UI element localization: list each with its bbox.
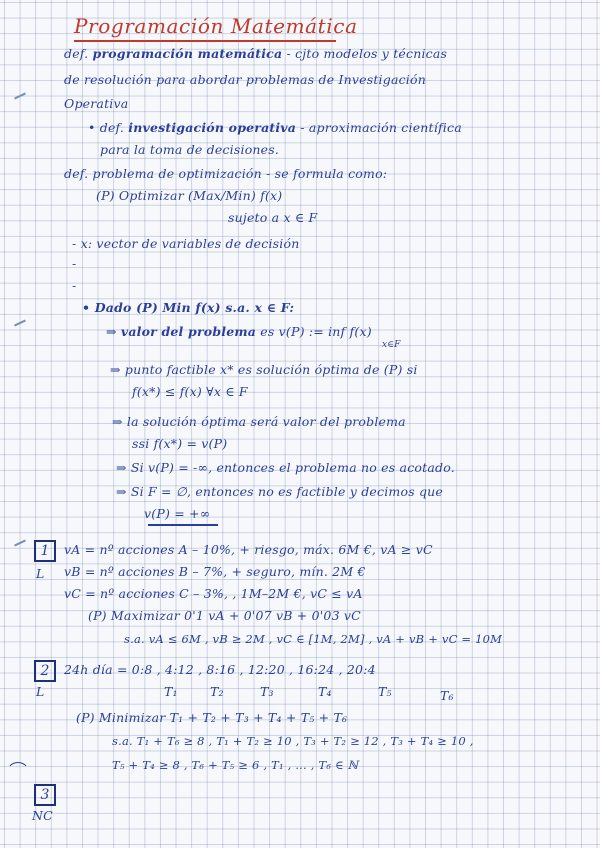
exercise-row: vB = nº acciones B – 7%, + seguro, mín. 2M € bbox=[64, 564, 366, 579]
page-title: Programación Matemática bbox=[74, 14, 358, 38]
schedule-line: 24h día = 0:8 , 4:12 , 8:16 , 12:20 , 16:24 , 20:4 bbox=[64, 662, 376, 677]
exercise-objective: (P) Maximizar 0'1 vA + 0'07 vB + 0'03 vC bbox=[88, 608, 361, 623]
bullet-line: ⇒ Si F = ∅, entonces no es factible y decimos que bbox=[116, 484, 444, 499]
value-term: valor del problema bbox=[120, 324, 257, 339]
shift-label: T₂ bbox=[210, 684, 224, 699]
bullet-line: ⇒ la solución óptima será valor del problema bbox=[112, 414, 406, 429]
exercise-constraints: s.a. vA ≤ 6M , vB ≥ 2M , vC ∈ [1M, 2M] , vA + vB + vC = 10M bbox=[124, 632, 503, 646]
bullet-line: ssi f(x*) = v(P) bbox=[132, 436, 228, 451]
exercise-constraints: s.a. T₁ + T₆ ≥ 8 , T₁ + T₂ ≥ 10 , T₃ + T₂ ≥ 12 , T₃ + T₄ ≥ 10 , bbox=[112, 734, 474, 748]
bullet-line: ⇒ Si v(P) = -∞, entonces el problema no es acotado. bbox=[116, 460, 455, 475]
decision-variables-note: - x: vector de variables de decisión bbox=[72, 236, 300, 251]
exercise-number-box: 3 bbox=[34, 784, 56, 806]
definition-line: de resolución para abordar problemas de Investigación bbox=[64, 72, 426, 87]
optimization-constraint: sujeto a x ∈ F bbox=[228, 210, 318, 225]
exercise-row: vA = nº acciones A – 10%, + riesgo, máx. 6M €, vA ≥ vC bbox=[64, 542, 433, 557]
shift-label: T₁ bbox=[164, 684, 178, 699]
exercise-margin-mark: NC bbox=[32, 808, 53, 823]
shift-label: T₃ bbox=[260, 684, 274, 699]
section-divider bbox=[148, 524, 218, 526]
exercise-objective: (P) Minimizar T₁ + T₂ + T₃ + T₄ + T₅ + T₆ bbox=[76, 710, 348, 725]
empty-bullet: - bbox=[72, 278, 77, 293]
exercise-number-box: 1 bbox=[34, 540, 56, 562]
definition-line: para la toma de decisiones. bbox=[100, 142, 280, 157]
bullet-line: ⇒ punto factible x* es solución óptima de (P) si bbox=[110, 362, 418, 377]
exercise-number-box: 2 bbox=[34, 660, 56, 682]
bullet-line: ⇒ valor del problema es v(P) := inf f(x) bbox=[106, 324, 372, 339]
bullet-line: v(P) = +∞ bbox=[144, 506, 211, 521]
exercise-margin-mark: L bbox=[36, 566, 45, 581]
bullet-line: f(x*) ≤ f(x) ∀x ∈ F bbox=[132, 384, 248, 399]
given-problem: • Dado (P) Min f(x) s.a. x ∈ F: bbox=[82, 300, 295, 315]
title-underline bbox=[74, 40, 336, 42]
definition-term: investigación operativa bbox=[128, 120, 297, 135]
definition-line: def. programación matemática - cjto modelos y técnicas bbox=[64, 46, 448, 61]
exercise-constraints: T₅ + T₄ ≥ 8 , T₆ + T₅ ≥ 6 , T₁ , ... , T₆ ∈ ℕ bbox=[112, 758, 359, 772]
binder-hole-mark bbox=[14, 540, 26, 547]
definition-line: • def. investigación operativa - aproximación científica bbox=[88, 120, 462, 135]
binder-hole-mark bbox=[14, 320, 26, 327]
empty-bullet: - bbox=[72, 256, 77, 271]
definition-term: programación matemática bbox=[92, 46, 283, 61]
shift-label: T₆ bbox=[440, 688, 454, 703]
binder-hole-mark bbox=[14, 93, 26, 100]
optimization-objective: (P) Optimizar (Max/Min) f(x) bbox=[96, 188, 283, 203]
definition-line: Operativa bbox=[64, 96, 129, 111]
exercise-row: vC = nº acciones C – 3%, , 1M–2M €, vC ≤ vA bbox=[64, 586, 363, 601]
inf-subscript: x∈F bbox=[382, 340, 401, 350]
shift-label: T₅ bbox=[378, 684, 392, 699]
exercise-margin-mark: L bbox=[36, 684, 45, 699]
pen-scribble bbox=[6, 762, 30, 786]
definition-line: def. problema de optimización - se formula como: bbox=[64, 166, 388, 181]
shift-label: T₄ bbox=[318, 684, 332, 699]
